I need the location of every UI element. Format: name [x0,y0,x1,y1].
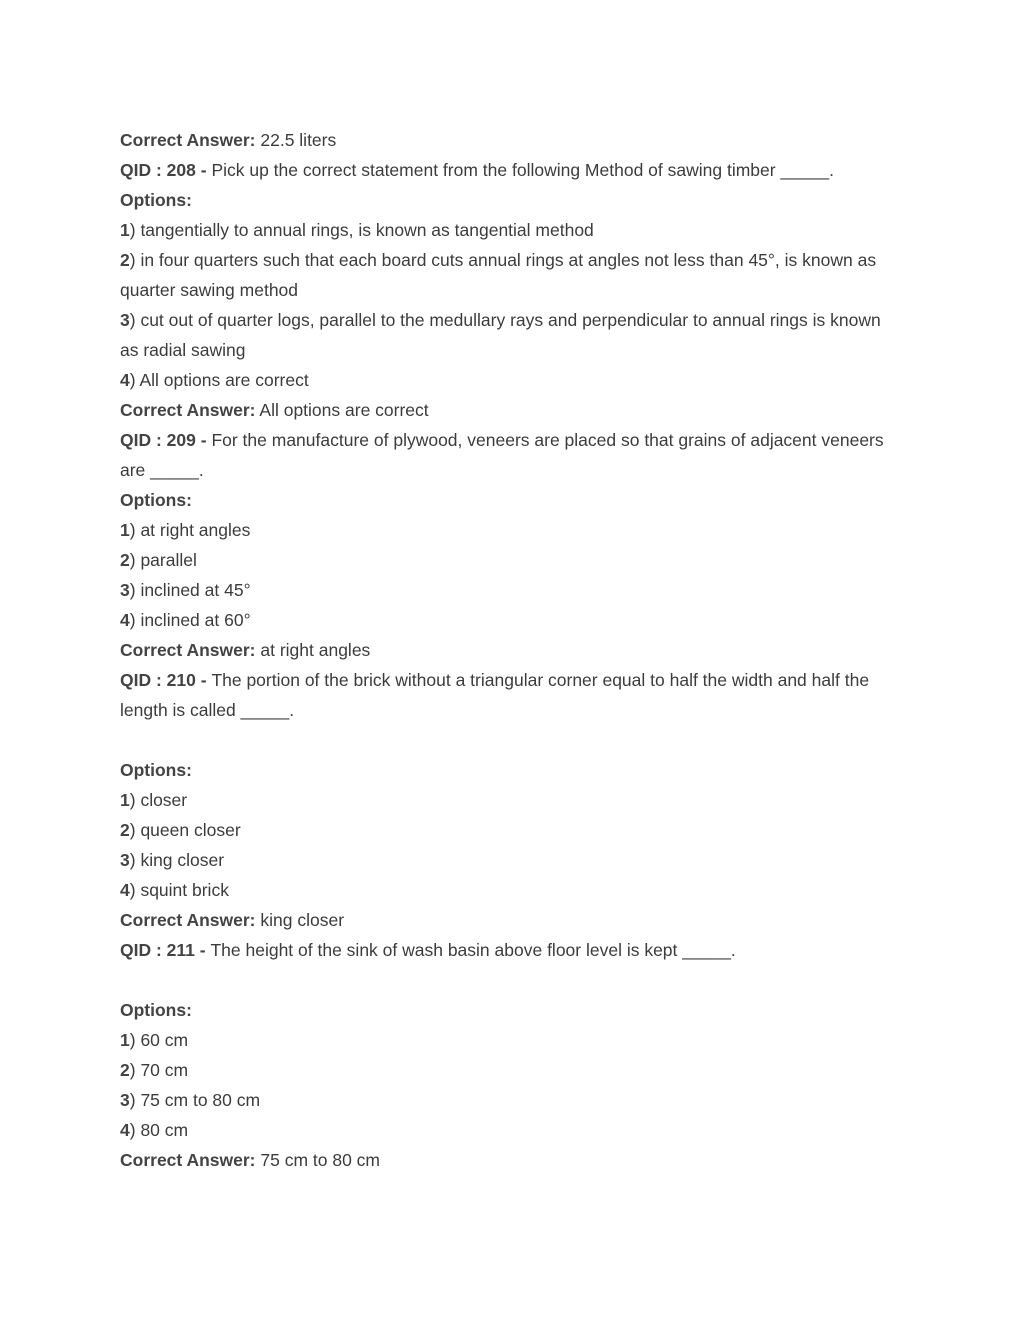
question-text: For the manufacture of plywood, veneers are placed so that grains of adjacent veneers are _____. [120,430,884,480]
option-item: 2) queen closer [120,820,241,840]
correct-answer-line [120,125,900,155]
option-item: 1) closer [120,790,188,810]
question-210: QID : 210 - The portion of the brick without a triangular corner equal to half the width and half the length is called _____. [120,670,870,720]
correct-answer-line: Correct Answer: All options are correct [120,400,429,420]
options-label: Options: [120,190,192,210]
correct-answer-value: 22.5 liters [260,130,337,150]
question-id: QID : 211 [120,940,195,960]
option-item: 4) squint brick [120,880,229,900]
question-209: QID : 209 - For the manufacture of plywood, veneers are placed so that grains of adjacent veneers are _____. [120,430,884,480]
correct-answer-line: Correct Answer: at right angles [120,640,371,660]
question-text: Pick up the correct statement from the following Method of sawing timber _____. [211,160,834,180]
correct-answer-line: Correct Answer: 75 cm to 80 cm [120,1150,381,1170]
options-label: Options: [120,1000,192,1020]
options-label: Options: [120,760,192,780]
correct-answer-value: 75 cm to 80 cm [260,1150,381,1170]
document-page [120,125,900,1175]
question-208: QID : 208 - Pick up the correct statement from the following Method of sawing timber _____. [120,160,834,180]
correct-answer-value: at right angles [260,640,371,660]
options-label: Options: [120,490,192,510]
option-item: 2) 70 cm [120,1060,189,1080]
blank-line [120,725,900,755]
option-item: 2) parallel [120,550,197,570]
question-text: The portion of the brick without a triangular corner equal to half the width and half the length is called _____. [120,670,870,720]
option-item: 1) at right angles [120,520,251,540]
question-211: QID : 211 - The height of the sink of wash basin above floor level is kept _____. [120,940,736,960]
correct-answer-line: Correct Answer: king closer [120,910,345,930]
option-item: 4) inclined at 60° [120,610,251,630]
question-id: QID : 208 [120,160,196,180]
option-item: 1) 60 cm [120,1030,189,1050]
correct-answer-value: king closer [260,910,345,930]
correct-answer-label: Correct Answer: [120,130,256,150]
option-item: 2) in four quarters such that each board cuts annual rings at angles not less than 45°, is known as quarter sawing method [120,250,877,300]
blank-line [120,965,900,995]
question-id: QID : 209 [120,430,196,450]
option-item: 3) king closer [120,850,225,870]
option-item: 3) cut out of quarter logs, parallel to the medullary rays and perpendicular to annual rings is known as radial sawing [120,310,881,360]
question-id: QID : 210 [120,670,196,690]
option-item: 3) inclined at 45° [120,580,251,600]
option-item: 1) tangentially to annual rings, is known as tangential method [120,220,594,240]
option-item: 4) All options are correct [120,370,309,390]
option-item: 4) 80 cm [120,1120,189,1140]
question-text: The height of the sink of wash basin above floor level is kept _____. [210,940,736,960]
option-item: 3) 75 cm to 80 cm [120,1090,261,1110]
correct-answer-value: All options are correct [259,400,429,420]
